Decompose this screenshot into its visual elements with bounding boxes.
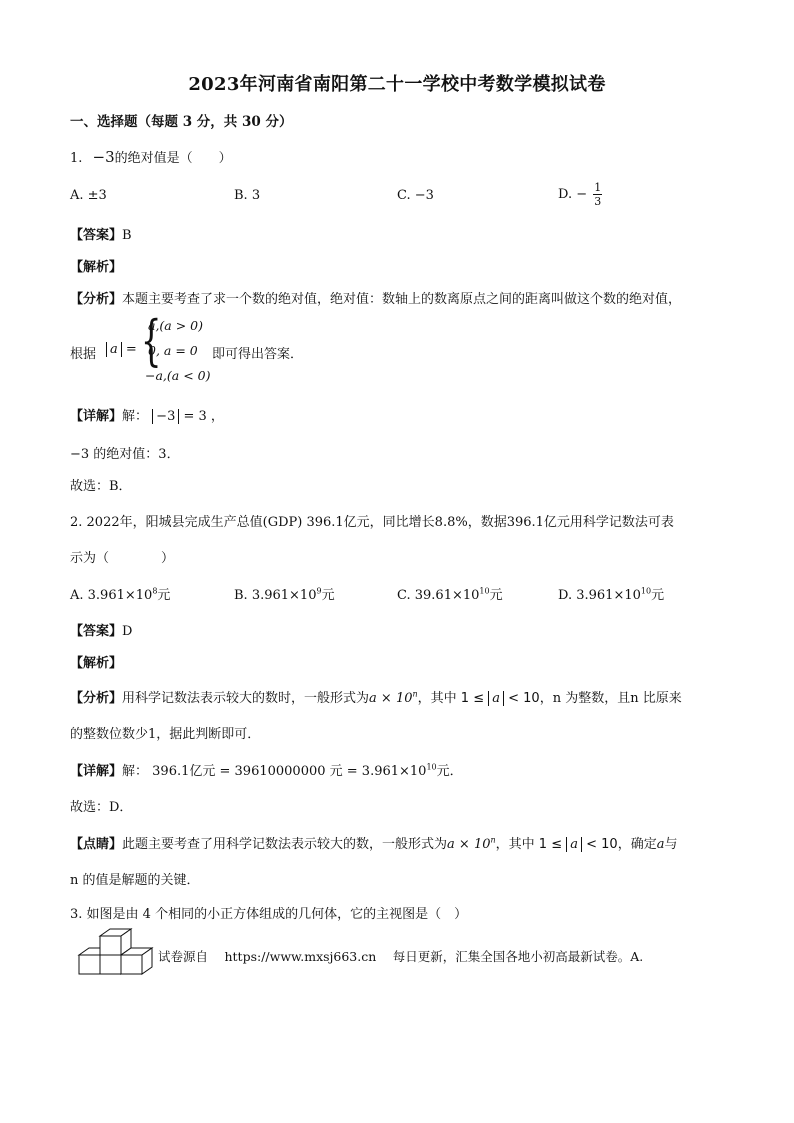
dianjing-text: 此题主要考查了用科学记数法表示较大的数，一般形式为	[122, 837, 448, 852]
then-text: 即可得出答案．	[212, 347, 304, 362]
fraction-numerator: 1	[594, 181, 602, 194]
cube-top-face	[79, 948, 100, 955]
xiangjie-line	[70, 760, 463, 779]
condition-abs: a	[488, 691, 504, 706]
xiangjie-tag: 【详解】	[70, 764, 123, 779]
option-c	[397, 584, 503, 603]
analysis-heading: 【解析】	[70, 260, 123, 275]
option-a: A. ±3	[70, 188, 107, 203]
option-exponent: 10	[640, 586, 652, 596]
fraction-denominator: 3	[594, 195, 602, 208]
dianjing-text: ，确定	[617, 837, 657, 852]
answer-value: B	[122, 228, 132, 243]
question-text: 的绝对值是（ ）	[114, 151, 232, 166]
option-d	[558, 181, 602, 208]
math-form: a × 10	[369, 691, 413, 706]
condition-left: 1 ≤	[460, 691, 485, 706]
fenxi-line	[70, 687, 682, 706]
brace: {	[140, 309, 162, 372]
condition-right: < 10	[508, 691, 540, 706]
xiangjie-end: 元．	[436, 764, 463, 779]
dianjing-text: 与	[664, 837, 678, 852]
math-exponent: n	[490, 835, 496, 845]
page-title: 2023年河南省南阳第二十一学校中考数学模拟试卷	[188, 74, 606, 95]
option-unit: 元	[157, 588, 171, 603]
answer-tag: 【答案】	[70, 228, 123, 243]
xiangjie-line	[70, 405, 224, 424]
option-exponent: 8	[152, 586, 158, 596]
equals-sign: =	[125, 342, 137, 357]
answer-tag: 【答案】	[70, 624, 123, 639]
option-base: B. 3.961×10	[234, 588, 317, 603]
fenxi-text: ，其中	[417, 691, 457, 706]
xiangjie-text: 解：	[122, 409, 149, 424]
fenxi-line	[70, 288, 681, 307]
dianjing-tag: 【点睛】	[70, 837, 123, 852]
analysis-heading: 【解析】	[70, 656, 123, 671]
fenxi-text: 用科学记数法表示较大的数时，一般形式为	[122, 691, 370, 706]
answer-line	[70, 224, 132, 243]
question-3-stem: 3. 如图是由 4 个相同的小正方体组成的几何体，它的主视图是（ ）	[70, 907, 468, 922]
option-d	[558, 584, 664, 603]
math-a: a	[656, 837, 665, 852]
option-unit: 元	[651, 588, 665, 603]
case-1: a,(a > 0)	[148, 318, 204, 333]
question-1-stem	[70, 147, 232, 166]
case-2: 0, a = 0	[148, 343, 198, 358]
section-heading: 一、选择题（每题 3 分，共 30 分）	[70, 114, 293, 130]
fraction	[593, 181, 602, 208]
choice-line: 故选：B．	[70, 479, 132, 494]
genju-label: 根据	[70, 347, 97, 362]
dianjing-line-2: n 的值是解题的关键．	[70, 873, 200, 888]
fenxi-text: 本题主要考查了求一个数的绝对值，绝对值：数轴上的数离原点之间的距离叫做这个数的绝对值，	[122, 292, 682, 307]
fenxi-tag: 【分析】	[70, 292, 123, 307]
answer-line	[70, 620, 132, 639]
option-unit: 元	[489, 588, 503, 603]
math-exponent: n	[412, 689, 418, 699]
option-b: B. 3	[234, 188, 261, 203]
question-2-stem: 2. 2022年，阳城县完成生产总值(GDP) 396.1亿元，同比增长8.8%，数据396.1亿元用科学记数法可表	[70, 515, 674, 530]
option-exponent: 9	[316, 586, 322, 596]
option-c: C. −3	[397, 188, 434, 203]
dianjing-line	[70, 833, 678, 852]
condition-right: < 10	[586, 837, 618, 852]
question-number: 1.	[70, 151, 83, 166]
math-value: −3	[92, 148, 115, 166]
fenxi-line-2: 的整数位数少1，据此判断即可．	[70, 727, 261, 742]
cube-front-face	[79, 955, 100, 974]
condition-abs: a	[566, 837, 582, 852]
cube-front-face	[100, 936, 121, 955]
condition-left: 1 ≤	[538, 837, 563, 852]
math-exponent: 10	[426, 762, 437, 772]
choice-line: 故选：D．	[70, 800, 133, 815]
fenxi-text: ，n 为整数，且n 比原来	[539, 691, 682, 706]
question-2-stem-cont: 示为（ ）	[70, 551, 175, 566]
abs-a: a	[106, 342, 122, 357]
option-unit: 元	[321, 588, 335, 603]
option-exponent: 10	[479, 586, 490, 596]
option-b	[234, 584, 335, 603]
cube-front-face	[121, 955, 142, 974]
fenxi-tag: 【分析】	[70, 691, 123, 706]
watermark-text: 试卷源自 https://www.mxsj663.cn 每日更新，汇集全国各地小初高最新试卷。A.	[158, 949, 644, 964]
cube-front-face	[100, 955, 121, 974]
answer-value: D	[122, 624, 133, 639]
xiangjie-text: 解： 396.1亿元 = 39610000000 元 = 3.961×10	[122, 764, 427, 779]
option-d-prefix: D. −	[558, 187, 588, 202]
abs-expression	[106, 342, 137, 357]
solution-line: −3 的绝对值：3．	[70, 447, 180, 462]
option-base: D. 3.961×10	[558, 588, 641, 603]
cube-figure	[76, 926, 156, 982]
option-base: C. 39.61×10	[397, 588, 480, 603]
math-form: a × 10	[447, 837, 491, 852]
dianjing-text: ，其中	[495, 837, 535, 852]
xiangjie-tag: 【详解】	[70, 409, 123, 424]
option-base: A. 3.961×10	[70, 588, 153, 603]
abs-value: −3	[152, 409, 179, 424]
case-3: −a,(a < 0)	[145, 368, 211, 383]
equals-three: = 3 ，	[183, 409, 224, 424]
option-a	[70, 584, 170, 603]
